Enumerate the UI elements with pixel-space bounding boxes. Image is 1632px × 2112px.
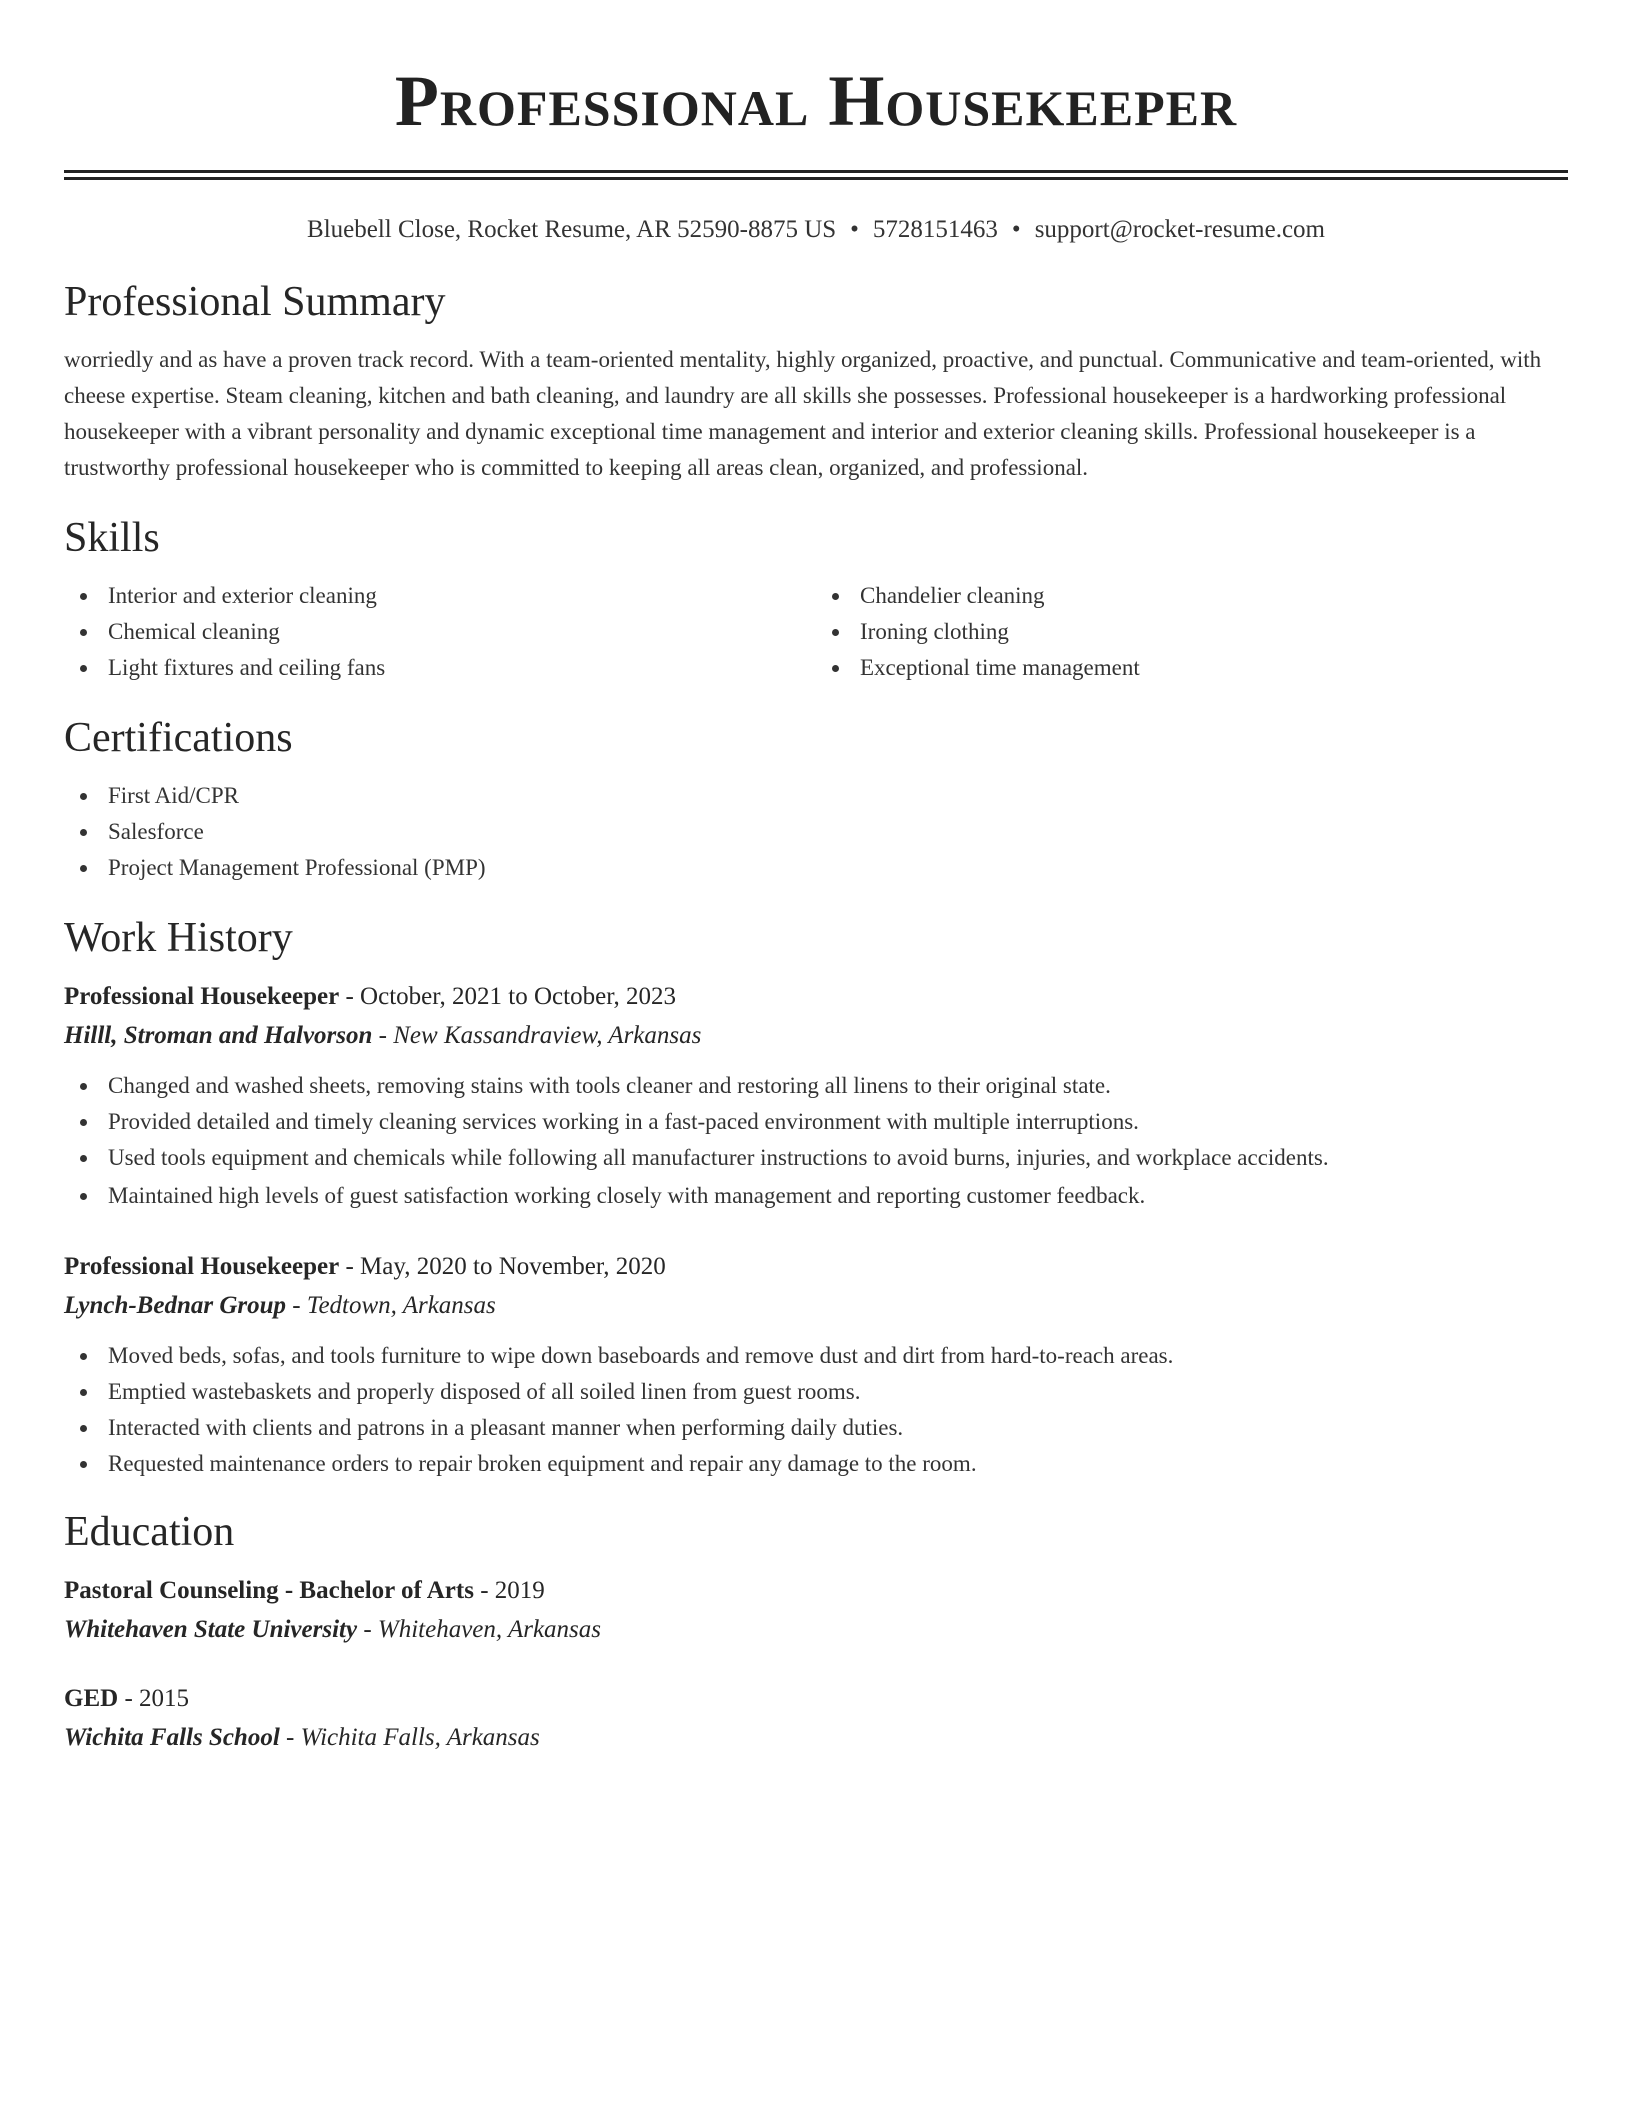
education-year: - 2019 xyxy=(473,1577,545,1604)
job-duty: Interacted with clients and patrons in a pleasant manner when performing daily duties. xyxy=(64,1410,1568,1446)
skill-item: Exceptional time management xyxy=(816,650,1568,686)
header-double-rule xyxy=(64,170,1568,180)
job-duties-list xyxy=(64,1338,1568,1482)
certification-item: Project Management Professional (PMP) xyxy=(64,850,1568,886)
skill-item: Chemical cleaning xyxy=(64,614,816,650)
work-history-title: Work History xyxy=(64,915,293,961)
job-location: - New Kassandraview, Arkansas xyxy=(372,1022,702,1049)
certifications-section xyxy=(64,712,1568,886)
job-company: Lynch-Bednar Group xyxy=(64,1292,287,1319)
skill-item: Interior and exterior cleaning xyxy=(64,578,816,614)
certifications-title: Certifications xyxy=(64,715,293,761)
job-duty: Maintained high levels of guest satisfaction working closely with management and reporting customer feedback. xyxy=(64,1178,1568,1214)
resume-name: Professional Housekeeper xyxy=(394,61,1238,141)
education-degree: GED xyxy=(64,1685,119,1712)
summary-title: Professional Summary xyxy=(64,279,446,325)
job-company-line xyxy=(64,1286,1568,1326)
skills-column-right xyxy=(816,578,1568,686)
job-heading xyxy=(64,1248,1568,1286)
skills-column-left xyxy=(64,578,816,686)
job-entry xyxy=(64,978,1568,1214)
job-duty: Moved beds, sofas, and tools furniture to wipe down baseboards and remove dust and dirt from hard-to-reach areas. xyxy=(64,1338,1568,1374)
skills-grid xyxy=(64,578,1568,686)
job-role: Professional Housekeeper xyxy=(64,983,340,1010)
contact-phone: 5728151463 xyxy=(872,216,998,243)
job-duty: Emptied wastebaskets and properly disposed of all soiled linen from guest rooms. xyxy=(64,1374,1568,1410)
certification-item: Salesforce xyxy=(64,814,1568,850)
job-company-line xyxy=(64,1016,1568,1056)
job-duty: Used tools equipment and chemicals while following all manufacturer instructions to avoid burns, injuries, and workplace accidents. xyxy=(64,1140,1568,1176)
education-school-line xyxy=(64,1718,1568,1758)
education-school: Wichita Falls School xyxy=(64,1724,280,1751)
education-entry xyxy=(64,1572,1568,1650)
education-school-line xyxy=(64,1610,1568,1650)
education-year: - 2015 xyxy=(118,1685,190,1712)
job-duties-list xyxy=(64,1068,1568,1214)
job-heading xyxy=(64,978,1568,1016)
skill-item: Chandelier cleaning xyxy=(816,578,1568,614)
contact-line xyxy=(64,214,1568,246)
job-duty: Requested maintenance orders to repair broken equipment and repair any damage to the room. xyxy=(64,1446,1568,1482)
certifications-list xyxy=(64,778,1568,886)
skills-title: Skills xyxy=(64,515,160,561)
job-dates: - October, 2021 to October, 2023 xyxy=(339,983,677,1010)
education-section xyxy=(64,1506,1568,1758)
education-heading xyxy=(64,1572,1568,1610)
summary-text: worriedly and as have a proven track record. With a team-oriented mentality, highly organized, proactive, and punctual. Communicative and team-oriented, with cheese expertise. Steam cleaning, kitchen and bath cleaning, and laundry are all skills she possesses. Professional housekeeper is a hardworking professional housekeeper with a vibrant personality and dynamic exceptional time management and interior and exterior cleaning skills. Professional housekeeper is a trustworthy professional housekeeper who is committed to keeping all areas clean, organized, and professional. xyxy=(64,347,1542,480)
contact-separator: • xyxy=(850,216,859,243)
skill-item: Light fixtures and ceiling fans xyxy=(64,650,816,686)
contact-email: support@rocket-resume.com xyxy=(1034,216,1325,243)
job-location: - Tedtown, Arkansas xyxy=(286,1292,496,1319)
education-school: Whitehaven State University xyxy=(64,1616,358,1643)
job-duty: Changed and washed sheets, removing stains with tools cleaner and restoring all linens to their original state. xyxy=(64,1068,1568,1104)
education-heading xyxy=(64,1680,1568,1718)
job-dates: - May, 2020 to November, 2020 xyxy=(339,1253,666,1280)
education-entry xyxy=(64,1680,1568,1758)
job-entry xyxy=(64,1248,1568,1482)
education-location: - Whitehaven, Arkansas xyxy=(357,1616,601,1643)
certification-item: First Aid/CPR xyxy=(64,778,1568,814)
skill-item: Ironing clothing xyxy=(816,614,1568,650)
contact-address: Bluebell Close, Rocket Resume, AR 52590-8875 US xyxy=(307,216,837,243)
summary-section xyxy=(64,276,1568,486)
contact-separator: • xyxy=(1011,216,1021,243)
job-duty: Provided detailed and timely cleaning services working in a fast-paced environment with multiple interruptions. xyxy=(64,1104,1568,1140)
education-degree: Pastoral Counseling - Bachelor of Arts xyxy=(64,1577,474,1604)
education-location: - Wichita Falls, Arkansas xyxy=(279,1724,540,1751)
job-role: Professional Housekeeper xyxy=(64,1253,340,1280)
skills-section xyxy=(64,512,1568,686)
education-title: Education xyxy=(64,1509,235,1555)
work-history-section xyxy=(64,912,1568,1482)
job-company: Hilll, Stroman and Halvorson xyxy=(64,1022,373,1049)
